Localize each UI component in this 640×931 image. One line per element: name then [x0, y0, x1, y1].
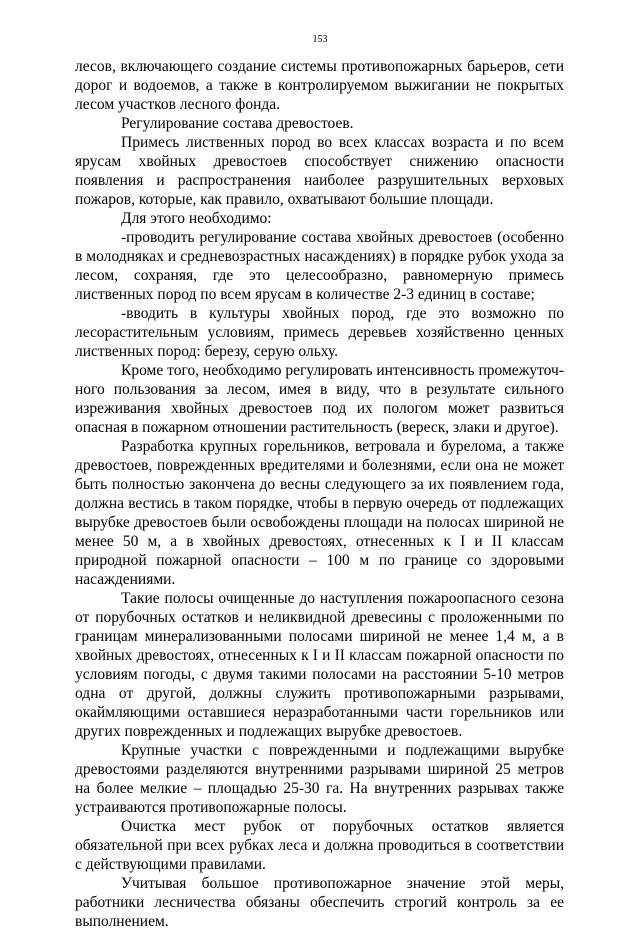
- list-item: -вводить в культуры хвойных пород, где это возможно по лесорастительным условиям, примесь деревьев хозяйственно ценных лиственных пород: березу, серую ольху.: [75, 305, 564, 360]
- section-heading: Регулирование состава древостоев.: [121, 115, 354, 132]
- paragraph: Кроме того, необходимо регулировать интенсивность промежуточного пользования за лесом, имея в виду, что в результате сильного изреживания хвойных древостоев под их пологом может развиться опасная в пожарном отношении растительность (вереск, злаки и другое).: [75, 362, 564, 436]
- list-item: -проводить регулирование состава хвойных древостоев (особенно в молодняках и средневозрастных насаждениях) в порядке рубок ухода за лесом, сохраняя, где это целесообразно, равномерную примесь лиственных пород по всем ярусам в количестве 2-3 единиц в составе;: [75, 229, 564, 303]
- paragraph: Для этого необходимо:: [121, 210, 272, 227]
- page-number: 153: [312, 34, 328, 45]
- paragraph: лесов, включающего создание системы противопожарных барьеров, сети дорог и водоемов, а также в контролируемом выжигании не покрытых лесом участков лесного фонда.: [75, 58, 564, 113]
- paragraph: Крупные участки с поврежденными и подлежащими вырубке древостоями разделяются внутренними разрывами шириной 25 метров на более мелкие – площадью 25-30 га. На внутренних разрывах также устраиваются противопожарные полосы.: [75, 742, 564, 816]
- text-body: [75, 57, 564, 931]
- paragraph: Учитывая большое противопожарное значение этой меры, работники лесничества обязаны обеспечить строгий контроль за ее выполнением.: [75, 875, 564, 930]
- paragraph: Такие полосы очищенные до наступления пожароопасного сезона от порубочных остатков и неликвидной древесины с проложенными по границам минерализованными полосами шириной не менее 1,4 м, а в хвойных древостоях, отнесенных к I и II классам пожарной опасности по условиям погоды, с двумя такими полосами на расстоянии 5-10 метров одна от другой, должны служить противопожарными разрывами, окаймляющими оставшиеся неразработанными части горельников или других поврежденных и подлежащих вырубке древостоев.: [75, 590, 564, 740]
- paragraph: Очистка мест рубок от порубочных остатков является обязательной при всех рубках леса и должна проводиться в соответствии с действующими правилами.: [75, 818, 564, 873]
- paragraph: Примесь лиственных пород во всех классах возраста и по всем ярусам хвойных древостоев способствует снижению опасности появления и распространения наиболее разрушительных верховых пожаров, которые, как правило, охватывают большие площади.: [75, 134, 564, 208]
- paragraph: Разработка крупных горельников, ветровала и бурелома, а также древостоев, поврежденных вредителями и болезнями, если она не может быть полностью закончена до весны следующего за их появлением года, должна вестись в таком порядке, чтобы в первую очередь от подлежащих вырубке древостоев были освобождены площади на полосах шириной не менее 50 м, а в хвойных древостоях, отнесенных к I и II классам природной пожарной опасности – 100 м по границе со здоровыми насаждениями.: [75, 438, 564, 588]
